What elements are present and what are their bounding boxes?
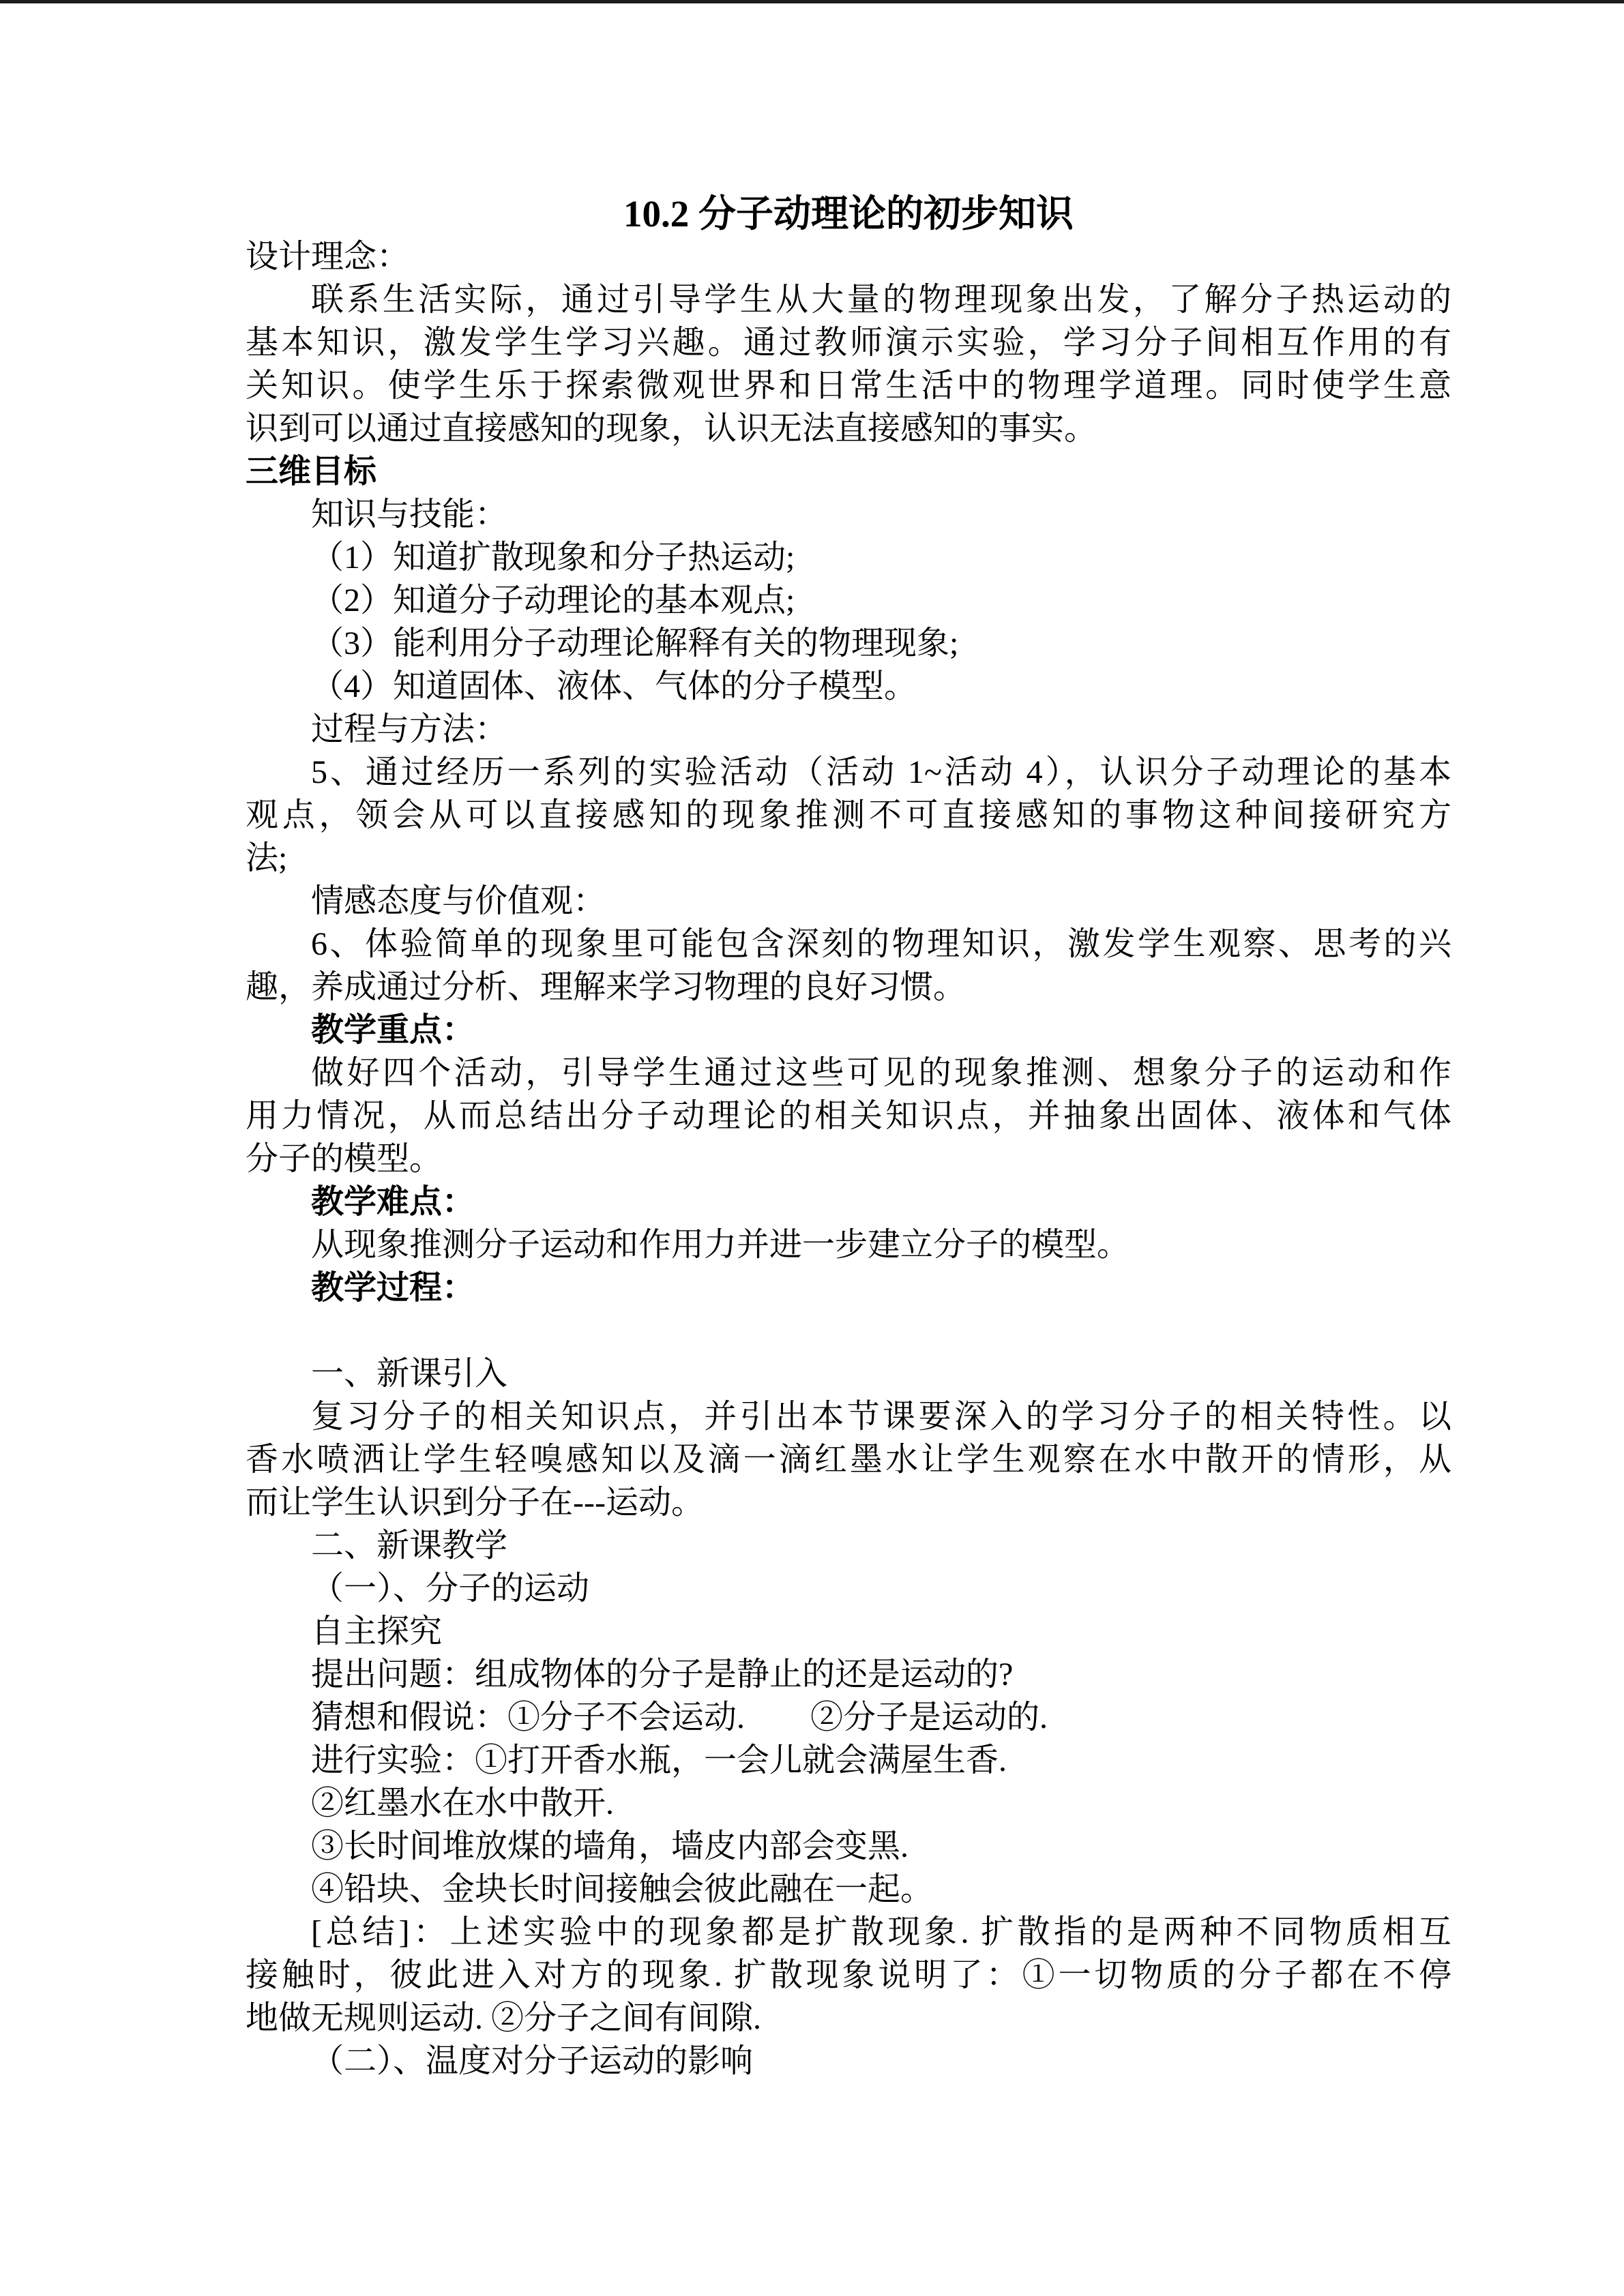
list-item-1: （1）知道扩散现象和分子热运动; xyxy=(311,539,795,576)
heading-teaching-focus: 教学重点： xyxy=(311,1012,475,1048)
blank-line xyxy=(246,1309,1451,1352)
section-one-new-lesson-intro: 一、新课引入 xyxy=(311,1356,508,1392)
doc-line: 猜想和假说：①分子不会运动. ②分子是运动的. xyxy=(311,1699,1048,1735)
doc-line: 提出问题：组成物体的分子是静止的还是运动的? xyxy=(311,1656,1014,1693)
doc-line: 法; xyxy=(246,840,288,876)
doc-line: 基本知识，激发学生学习兴趣。通过教师演示实验，学习分子间相互作用的有 xyxy=(246,325,1451,361)
doc-line: 进行实验：①打开香水瓶，一会儿就会满屋生香. xyxy=(311,1742,1007,1778)
doc-line: 用力情况，从而总结出分子动理论的相关知识点，并抽象出固体、液体和气体 xyxy=(246,1098,1451,1134)
doc-line: 分子的模型。 xyxy=(246,1141,443,1177)
doc-line: 观点，领会从可以直接感知的现象推测不可直接感知的事物这种间接研究方 xyxy=(246,797,1451,833)
subheading-self-exploration: 自主探究 xyxy=(311,1613,443,1650)
doc-line: [总结]：上述实验中的现象都是扩散现象. 扩散指的是两种不同物质相互 xyxy=(311,1914,1451,1950)
list-item-2: （2）知道分子动理论的基本观点; xyxy=(311,582,795,618)
page-top-border xyxy=(0,0,1624,3)
doc-line: 地做无规则运动. ②分子之间有间隙. xyxy=(246,2000,762,2036)
doc-line: 从现象推测分子运动和作用力并进一步建立分子的模型。 xyxy=(311,1227,1130,1263)
doc-line: 趣，养成通过分析、理解来学习物理的良好习惯。 xyxy=(246,969,966,1005)
subsection-molecule-motion: （一）、分子的运动 xyxy=(311,1570,590,1607)
doc-line: 接触时，彼此进入对方的现象. 扩散现象说明了：①一切物质的分子都在不停 xyxy=(246,1957,1451,1993)
list-item-3: （3）能利用分子动理论解释有关的物理现象; xyxy=(311,625,959,661)
doc-line: 做好四个活动，引导学生通过这些可见的现象推测、想象分子的运动和作 xyxy=(311,1055,1451,1091)
doc-line: 关知识。使学生乐于探索微观世界和日常生活中的物理学道理。同时使学生意 xyxy=(246,368,1451,404)
doc-line: 复习分子的相关知识点，并引出本节课要深入的学习分子的相关特性。以 xyxy=(311,1399,1451,1435)
doc-line: ②红墨水在水中散开. xyxy=(311,1785,615,1821)
heading-three-dimensional-goals: 三维目标 xyxy=(246,453,377,490)
section-two-new-lesson-teaching: 二、新课教学 xyxy=(311,1527,508,1564)
heading-design-concept: 设计理念： xyxy=(246,239,410,275)
doc-title: 10.2 分子动理论的初步知识 xyxy=(623,193,1074,235)
doc-line: 香水喷洒让学生轻嗅感知以及滴一滴红墨水让学生观察在水中散开的情形，从 xyxy=(246,1442,1451,1478)
heading-teaching-process: 教学过程： xyxy=(311,1270,475,1306)
doc-line: 而让学生认识到分子在---运动。 xyxy=(246,1485,704,1521)
subheading-knowledge-skills: 知识与技能： xyxy=(311,496,508,533)
doc-line: ④铅块、金块长时间接触会彼此融在一起。 xyxy=(311,1871,934,1907)
subheading-process-methods: 过程与方法： xyxy=(311,711,508,747)
document-content xyxy=(246,192,1451,2083)
heading-teaching-difficulty: 教学难点： xyxy=(311,1184,475,1220)
subheading-emotion-values: 情感态度与价值观： xyxy=(311,883,606,919)
subsection-temperature-effect: （二）、温度对分子运动的影响 xyxy=(311,2043,754,2079)
doc-line: 识到可以通过直接感知的现象，认识无法直接感知的事实。 xyxy=(246,411,1097,447)
list-item-4: （4）知道固体、液体、气体的分子模型。 xyxy=(311,668,917,704)
doc-line: ③长时间堆放煤的墙角，墙皮内部会变黑. xyxy=(311,1828,909,1864)
doc-line: 联系生活实际，通过引导学生从大量的物理现象出发，了解分子热运动的 xyxy=(311,282,1451,318)
doc-line: 6、体验简单的现象里可能包含深刻的物理知识，激发学生观察、思考的兴 xyxy=(311,926,1451,962)
doc-line: 5、通过经历一系列的实验活动（活动 1~活动 4），认识分子动理论的基本 xyxy=(311,754,1451,790)
